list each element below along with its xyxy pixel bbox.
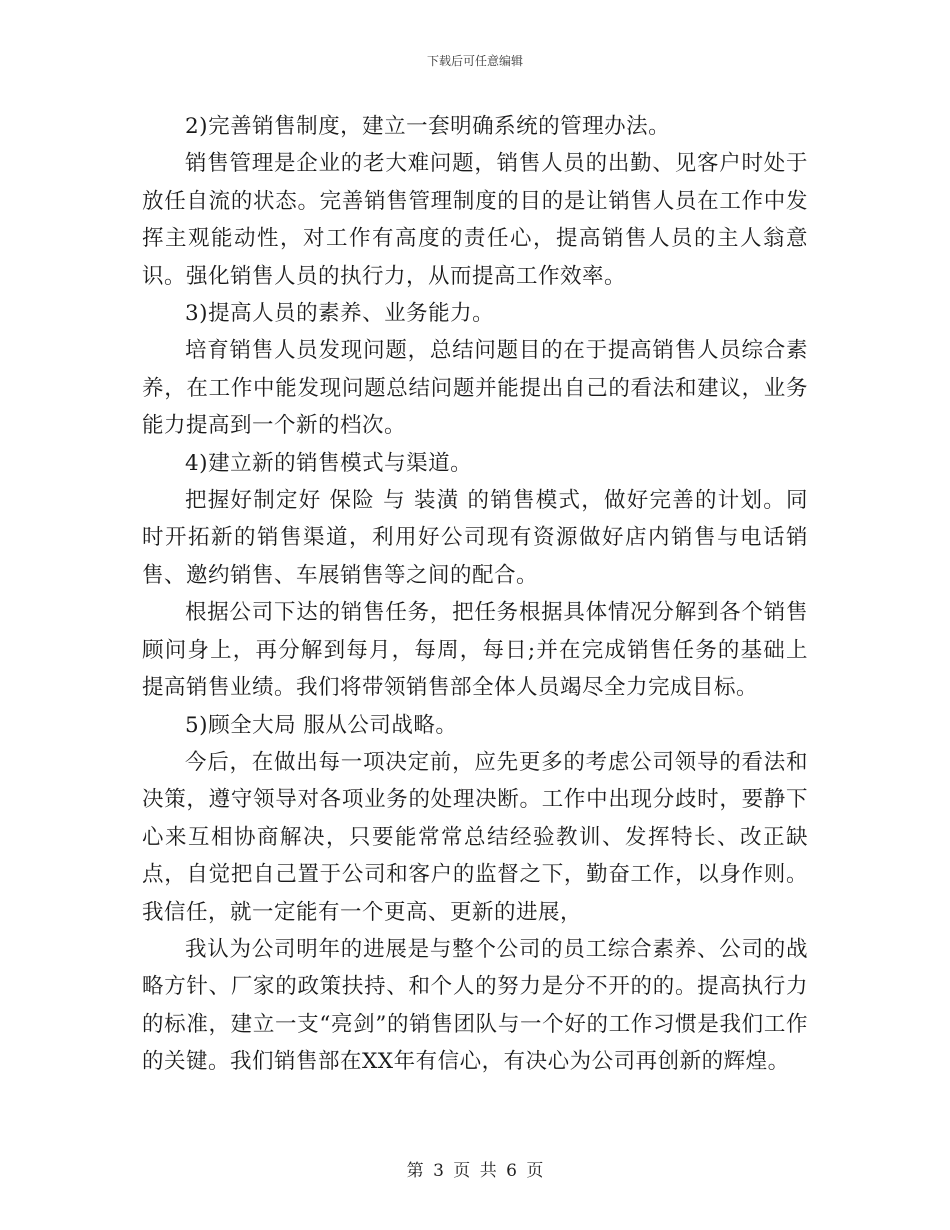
paragraph-decisions: 今后，在做出每一项决定前，应先更多的考虑公司领导的看法和决策，遵守领导对各项业务的处理决断。工作中出现分歧时，要静下心来互相协商解决，只要能常常总结经验教训、发挥特长、改正缺点，自觉把自己置于公司和客户的监督之下，勤奋工作，以身作则。我信任，就一定能有一个更高、更新的进展， (142, 749, 808, 925)
paragraph-sales-targets: 根据公司下达的销售任务，把任务根据具体情况分解到各个销售顾问身上，再分解到每月，每周，每日;并在完成销售任务的基础上提高销售业绩。我们将带领销售部全体人员竭尽全力完成目标。 (142, 600, 808, 701)
heading-staff-quality: 3)提高人员的素养、业务能力。 (185, 301, 495, 327)
paragraph-staff-training: 培育销售人员发现问题，总结问题目的在于提高销售人员综合素养，在工作中能发现问题总结问题并能提出自己的看法和建议，业务能力提高到一个新的档次。 (142, 338, 808, 439)
paragraph-conclusion: 我认为公司明年的进展是与整个公司的员工综合素养、公司的战略方针、厂家的政策扶持、和个人的努力是分不开的的。提高执行力的标准，建立一支“亮剑”的销售团队与一个好的工作习惯是我们工作的关键。我们销售部在XX年有信心，有决心为公司再创新的辉煌。 (142, 936, 808, 1075)
heading-sales-channels: 4)建立新的销售模式与渠道。 (185, 450, 473, 476)
document-body (142, 108, 808, 1081)
heading-company-strategy: 5)顾全大局 服从公司战略。 (185, 712, 458, 738)
page-header-note: 下载后可任意编辑 (426, 54, 523, 68)
heading-sales-system: 2)完善销售制度，建立一套明确系统的管理办法。 (185, 114, 671, 139)
paragraph-sales-management: 销售管理是企业的老大难问题，销售人员的出勤、见客户时处于放任自流的状态。完善销售管理制度的目的是让销售人员在工作中发挥主观能动性，对工作有高度的责任心，提高销售人员的主人翁意识。强化销售人员的执行力，从而提高工作效率。 (142, 151, 808, 289)
paragraph-sales-model: 把握好制定好 保险 与 装潢 的销售模式，做好完善的计划。同时开拓新的销售渠道，利用好公司现有资源做好店内销售与电话销售、邀约销售、车展销售等之间的配合。 (142, 488, 808, 588)
page-number: 第 3 页 共 6 页 (406, 1161, 544, 1181)
